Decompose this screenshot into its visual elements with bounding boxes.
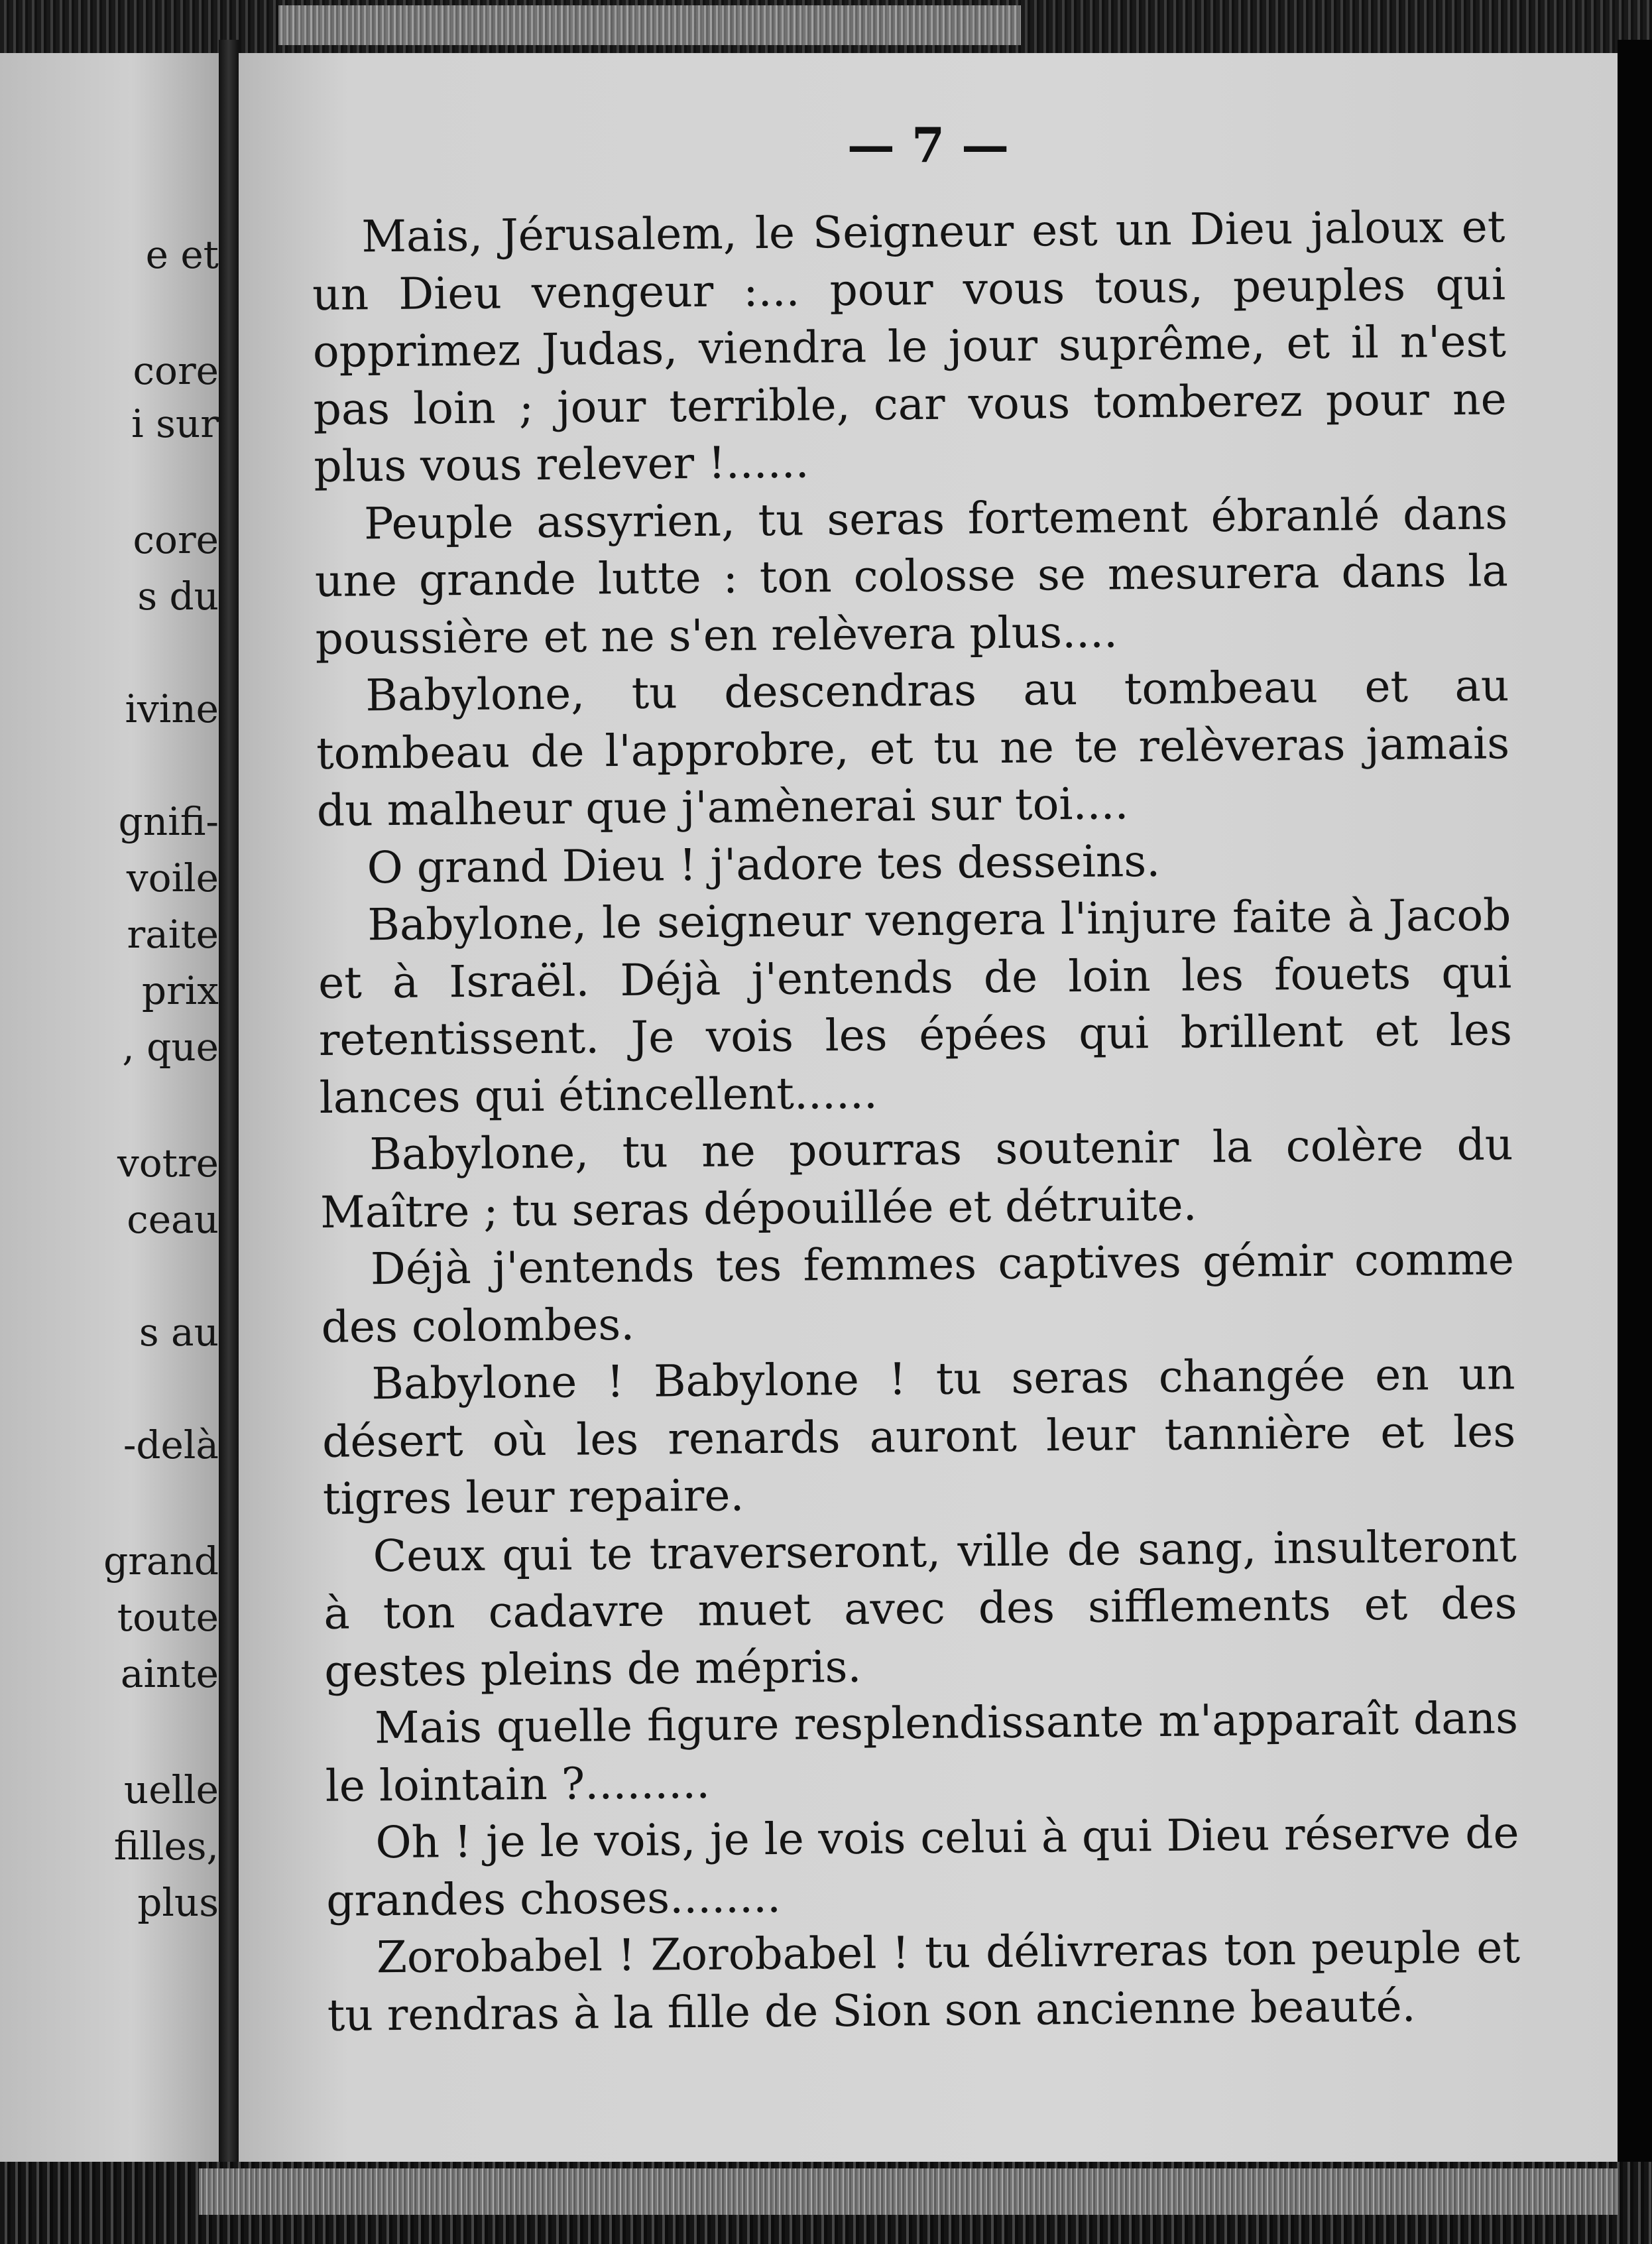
left-fragment: -delà (123, 1422, 219, 1467)
top-film-strip (278, 5, 1021, 45)
paragraph: O grand Dieu ! j'adore tes desseins. (367, 835, 1161, 893)
page-body (312, 198, 1521, 2044)
left-fragment: voile (126, 855, 219, 901)
left-fragment: gnifi- (118, 799, 219, 844)
paragraph: Mais, Jérusalem, le Seigneur est un Dieu jaloux et un Dieu vengeur :... pour vous tous, peuples qui opprimez Judas, viendra le jour suprême, et il n'est pas loin ; jour terrible, car vous tomberez pour ne plus vous relever !...... (312, 201, 1507, 492)
left-fragment: e et (145, 232, 219, 277)
paragraph: Babylone, le seigneur vengera l'injure faite à Jacob et à Israël. Déjà j'entends de loin les fouets qui retentissent. Je vois les épées qui brillent et les lances qui étincellent...... (318, 889, 1513, 1123)
left-fragment: prix (141, 968, 219, 1013)
top-scan-border (0, 0, 1652, 53)
left-page (0, 53, 219, 2162)
left-fragment: toute (117, 1595, 219, 1640)
paragraph: Zorobabel ! Zorobabel ! tu délivreras ton peuple et tu rendras à la fille de Sion son ancienne beauté. (327, 1922, 1521, 2041)
left-fragment: , que (122, 1025, 219, 1070)
left-fragment: grand (103, 1538, 219, 1584)
right-scan-border (1618, 40, 1652, 2175)
left-fragment: s du (137, 574, 219, 619)
left-fragment: ceau (127, 1197, 219, 1242)
page-gutter (219, 40, 239, 2175)
paragraph: Peuple assyrien, tu seras fortement ébranlé dans une grande lutte : ton colosse se mesurera dans la poussière et ne s'en relèvera plus.... (314, 487, 1509, 664)
left-fragment: i sur (131, 401, 219, 446)
left-fragment: ivine (125, 686, 219, 731)
left-fragment: core (133, 517, 219, 562)
left-fragment: core (133, 348, 219, 393)
paragraph: Déjà j'entends tes femmes captives gémir comme des colombes. (321, 1233, 1515, 1353)
page-number: — 7 — (847, 117, 1010, 173)
left-fragment: uelle (123, 1767, 219, 1812)
paragraph: Babylone, tu descendras au tombeau et au tombeau de l'approbre, et tu ne te relèveras jamais du malheur que j'amènerai sur toi.... (316, 660, 1510, 836)
bottom-scan-border (0, 2162, 1652, 2244)
paragraph: Babylone, tu ne pourras soutenir la colère du Maître ; tu seras dépouillée et détruite. (320, 1119, 1513, 1238)
left-fragment: filles, (113, 1824, 219, 1869)
paragraph: Babylone ! Babylone ! tu seras changée en un désert où les renards auront leur tannière et les tigres leur repaire. (322, 1348, 1516, 1525)
left-fragment: votre (117, 1141, 219, 1186)
left-fragment: plus (137, 1880, 219, 1925)
paragraph: Oh ! je le vois, je le vois celui à qui Dieu réserve de grandes choses........ (325, 1807, 1519, 1926)
left-fragment: raite (127, 912, 219, 957)
left-fragment: s au (139, 1310, 219, 1355)
paragraph: Mais quelle figure resplendissante m'apparaît dans le lointain ?......... (325, 1692, 1519, 1812)
bottom-film-strip (199, 2168, 1618, 2215)
paragraph: Ceux qui te traverseront, ville de sang, insulteront à ton cadavre muet avec des sifflements et des gestes pleins de mépris. (324, 1520, 1517, 1697)
right-page (239, 53, 1618, 2162)
left-fragment: ainte (120, 1651, 219, 1696)
